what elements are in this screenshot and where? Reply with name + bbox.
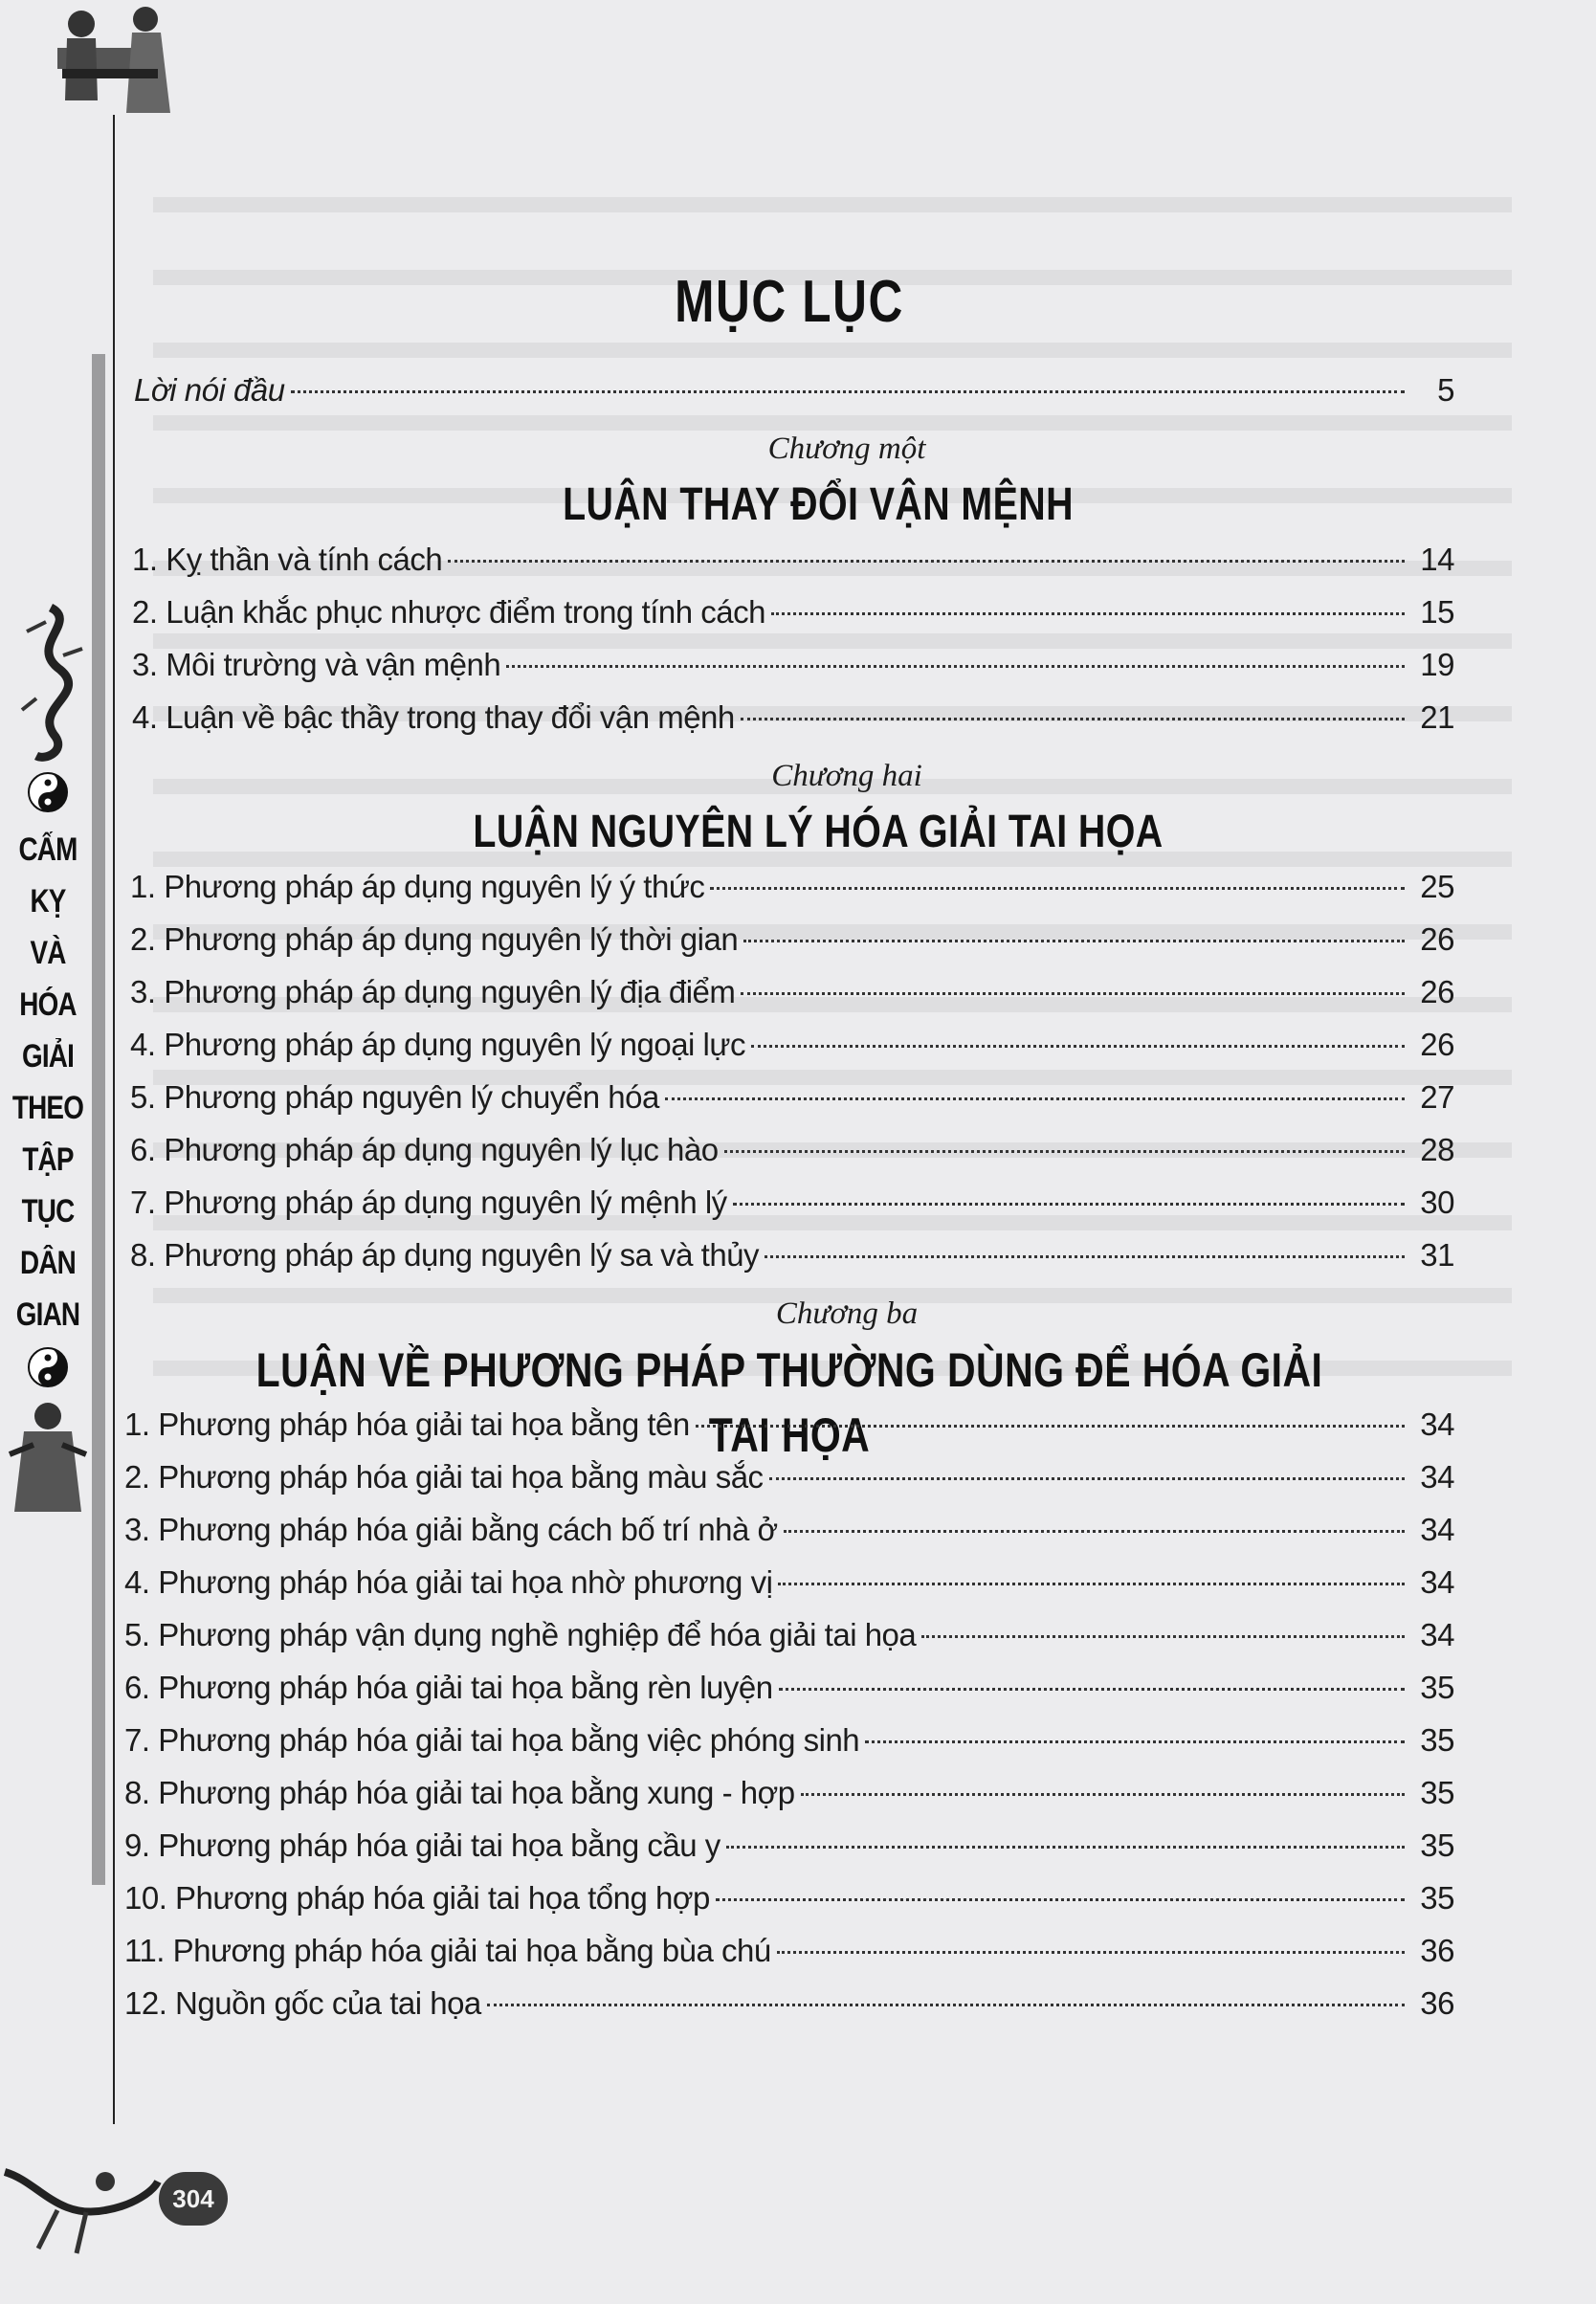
toc-entry-page: 34 [1420, 1512, 1454, 1547]
dot-leader [448, 560, 1405, 563]
toc-entry-label: 6. Phương pháp hóa giải tai họa bằng rèn luyện [124, 1670, 773, 1705]
toc-entry[interactable] [124, 1722, 1454, 1775]
toc-entry-label: 3. Môi trường và vận mệnh [132, 647, 501, 682]
toc-entry-page: 35 [1420, 1775, 1454, 1810]
toc-entry[interactable] [124, 1985, 1454, 2038]
toc-entry-label: 12. Nguồn gốc của tai họa [124, 1985, 481, 2021]
page-title: MỤC LỤC [675, 269, 904, 335]
dot-leader [726, 1846, 1405, 1849]
toc-entry[interactable] [124, 1933, 1454, 1985]
dot-leader [921, 1635, 1405, 1638]
toc-entry-label: 7. Phương pháp hóa giải tai họa bằng việc phóng sinh [124, 1722, 860, 1758]
dot-leader [777, 1951, 1405, 1954]
toc-entry-label: 3. Phương pháp hóa giải bằng cách bố trí nhà ở [124, 1512, 778, 1547]
toc-entry-label: 1. Kỵ thần và tính cách [132, 542, 443, 577]
chapter-label: Chương ba [775, 1296, 919, 1331]
toc-entry[interactable] [124, 1512, 1454, 1564]
toc-entry[interactable] [124, 1670, 1454, 1722]
toc-entry-label: 2. Luận khắc phục nhược điểm trong tính cách [132, 594, 765, 630]
toc-entry-label: 3. Phương pháp áp dụng nguyên lý địa điểm [130, 974, 736, 1009]
toc-entry-page: 21 [1420, 699, 1454, 735]
toc-entry-page: 36 [1420, 1985, 1454, 2021]
toc-entry-label: 8. Phương pháp áp dụng nguyên lý sa và thủy [130, 1237, 760, 1273]
toc-entry-page: 35 [1420, 1880, 1454, 1916]
dot-leader [724, 1150, 1405, 1153]
dragon-icon [8, 603, 94, 765]
toc-entry-label: 10. Phương pháp hóa giải tai họa tổng hợp [124, 1880, 710, 1916]
yin-yang-icon [27, 1346, 69, 1388]
chapter-title: LUẬN VỀ PHƯƠNG PHÁP THƯỜNG DÙNG ĐỂ HÓA GIẢI TAI HỌA [255, 1343, 1323, 1462]
side-word: CẤM [18, 831, 78, 868]
toc-entry-page: 15 [1420, 594, 1454, 630]
dot-leader [487, 2004, 1405, 2006]
chapter-title: LUẬN THAY ĐỔI VẬN MỆNH [563, 479, 1074, 530]
guardian-figure-icon [5, 1397, 91, 1521]
toc-entry-intro[interactable] [134, 372, 1454, 425]
yin-yang-icon [27, 771, 69, 813]
dot-leader [865, 1740, 1405, 1743]
dot-leader [710, 887, 1405, 890]
toc-entry-page: 34 [1420, 1407, 1454, 1442]
toc-entry-page: 26 [1420, 921, 1454, 957]
toc-entry[interactable] [130, 974, 1454, 1027]
toc-entry-page: 30 [1420, 1185, 1454, 1220]
toc-entry-page: 27 [1420, 1079, 1454, 1115]
spine-line [113, 115, 115, 2124]
dot-leader [665, 1097, 1405, 1100]
toc-entry-label: Lời nói đầu [134, 372, 285, 408]
toc-entry-label: 8. Phương pháp hóa giải tai họa bằng xung - hợp [124, 1775, 795, 1810]
side-word: DÂN [20, 1245, 76, 1281]
chapter-title: LUẬN NGUYÊN LÝ HÓA GIẢI TAI HỌA [473, 807, 1164, 857]
toc-entry-label: 11. Phương pháp hóa giải tai họa bằng bùa chú [124, 1933, 771, 1968]
toc-entry-page: 35 [1420, 1670, 1454, 1705]
dot-leader [771, 612, 1405, 615]
toc-entry-page: 35 [1420, 1828, 1454, 1863]
toc-entry-label: 4. Luận về bậc thầy trong thay đổi vận mệnh [132, 699, 735, 735]
toc-entry-page: 26 [1420, 974, 1454, 1009]
toc-entry[interactable] [130, 921, 1454, 974]
toc-entry-label: 6. Phương pháp áp dụng nguyên lý lục hào [130, 1132, 719, 1167]
toc-entry[interactable] [130, 1237, 1454, 1290]
toc-entry-label: 9. Phương pháp hóa giải tai họa bằng cầu y [124, 1828, 720, 1863]
toc-entry-page: 26 [1420, 1027, 1454, 1062]
scholars-illustration-icon [38, 0, 182, 124]
dot-leader [769, 1477, 1405, 1480]
chapter-3-entries [124, 1407, 1454, 2038]
toc-entry-label: 1. Phương pháp áp dụng nguyên lý ý thức [130, 869, 705, 904]
dot-leader [801, 1793, 1405, 1796]
side-word: TẬP [22, 1141, 74, 1178]
toc-entry-page: 14 [1420, 542, 1454, 577]
dot-leader [784, 1530, 1405, 1533]
dot-leader [291, 390, 1405, 393]
side-word: HÓA [19, 986, 77, 1023]
toc-entry-label: 5. Phương pháp vận dụng nghề nghiệp để hóa giải tai họa [124, 1617, 917, 1652]
dot-leader [506, 665, 1405, 668]
page-number-badge [159, 2172, 228, 2226]
toc-entry[interactable] [132, 594, 1454, 647]
toc-entry[interactable] [124, 1828, 1454, 1880]
toc-entry[interactable] [124, 1775, 1454, 1828]
toc-entry-page: 35 [1420, 1722, 1454, 1758]
dot-leader [716, 1898, 1405, 1901]
dot-leader [741, 718, 1405, 720]
toc-entry-label: 4. Phương pháp hóa giải tai họa nhờ phương vị [124, 1564, 773, 1600]
dot-leader [743, 940, 1405, 942]
toc-entry-label: 2. Phương pháp hóa giải tai họa bằng màu sắc [124, 1459, 764, 1495]
toc-entry-page: 25 [1420, 869, 1454, 904]
toc-entry[interactable] [130, 1079, 1454, 1132]
side-word: THEO [11, 1090, 84, 1126]
toc-entry-page: 36 [1420, 1933, 1454, 1968]
toc-entry-page: 34 [1420, 1564, 1454, 1600]
side-word: KỴ [30, 883, 66, 919]
dot-leader [751, 1045, 1405, 1048]
toc-entry-page: 31 [1420, 1237, 1454, 1273]
toc-entry-page: 28 [1420, 1132, 1454, 1167]
side-word: GIAN [15, 1296, 80, 1333]
toc-entry-page: 34 [1420, 1459, 1454, 1495]
dot-leader [733, 1203, 1405, 1206]
toc-entry[interactable] [132, 647, 1454, 699]
chapter-label: Chương hai [771, 759, 922, 793]
toc-entry[interactable] [124, 1617, 1454, 1670]
toc-entry[interactable] [130, 1185, 1454, 1237]
side-word: GIẢI [21, 1038, 75, 1074]
table-of-contents [124, 268, 1454, 2038]
toc-entry[interactable] [124, 1880, 1454, 1933]
side-word: VÀ [30, 935, 66, 971]
toc-entry-label: 7. Phương pháp áp dụng nguyên lý mệnh lý [130, 1185, 727, 1220]
toc-entry[interactable] [130, 1027, 1454, 1079]
toc-entry[interactable] [132, 699, 1454, 752]
toc-entry-page: 19 [1420, 647, 1454, 682]
toc-entry-label: 2. Phương pháp áp dụng nguyên lý thời gian [130, 921, 739, 957]
toc-entry[interactable] [132, 542, 1454, 594]
book-title-vertical [0, 765, 96, 1399]
toc-entry[interactable] [124, 1564, 1454, 1617]
crane-rider-icon [0, 2153, 163, 2258]
toc-entry-label: 1. Phương pháp hóa giải tai họa bằng tên [124, 1407, 690, 1442]
chapter-2-entries [130, 869, 1454, 1290]
toc-entry-label: 5. Phương pháp nguyên lý chuyển hóa [130, 1079, 659, 1115]
chapter-1-entries [132, 542, 1454, 752]
toc-entry-page: 5 [1437, 372, 1454, 408]
toc-entry[interactable] [130, 869, 1454, 921]
side-word: TỤC [21, 1193, 75, 1230]
dot-leader [779, 1688, 1405, 1691]
dot-leader [765, 1255, 1405, 1258]
toc-entry-page: 34 [1420, 1617, 1454, 1652]
dot-leader [696, 1425, 1405, 1428]
toc-entry-label: 4. Phương pháp áp dụng nguyên lý ngoại lực [130, 1027, 745, 1062]
chapter-label: Chương một [767, 432, 926, 466]
toc-entry[interactable] [130, 1132, 1454, 1185]
dot-leader [741, 992, 1405, 995]
page-number: 304 [172, 2184, 214, 2213]
dot-leader [778, 1583, 1405, 1585]
